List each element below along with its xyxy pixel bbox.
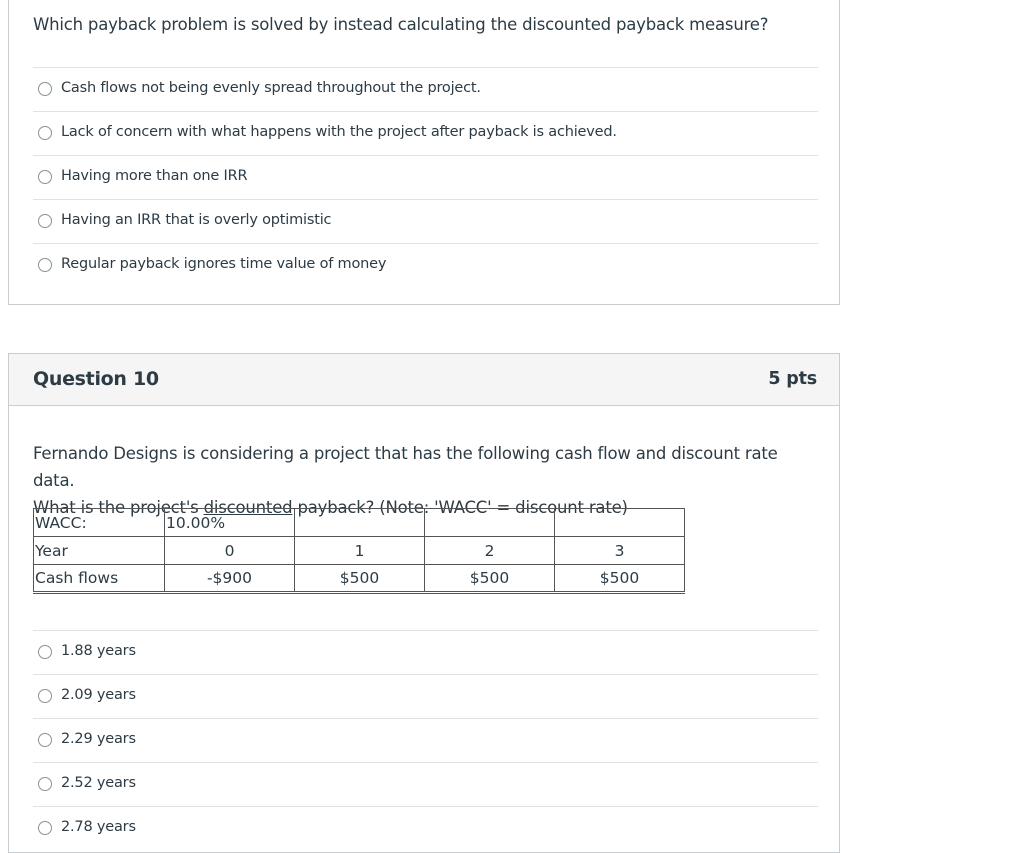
radio-button[interactable]: [38, 645, 52, 659]
answer-option[interactable]: [33, 762, 818, 806]
answer-option[interactable]: [33, 806, 818, 850]
answer-label: Lack of concern with what happens with the project after payback is achieved.: [61, 124, 617, 140]
underlined-word: discounted: [203, 498, 293, 517]
year-cell: 1: [295, 537, 425, 565]
cash-flow-cell: $500: [295, 565, 425, 593]
wacc-value: 10.00%: [165, 509, 295, 537]
question-10-answers: [33, 630, 818, 850]
year-cell: 3: [555, 537, 685, 565]
radio-button[interactable]: [38, 170, 52, 184]
radio-button[interactable]: [38, 126, 52, 140]
year-cell: 0: [165, 537, 295, 565]
radio-button[interactable]: [38, 777, 52, 791]
table-row: [34, 509, 685, 537]
answer-label: 2.78 years: [61, 819, 136, 835]
cash-flow-cell: $500: [555, 565, 685, 593]
cash-flow-cell: -$900: [165, 565, 295, 593]
question-9-answers: [33, 67, 818, 287]
cash-flow-cell: $500: [425, 565, 555, 593]
empty-cell: [425, 509, 555, 537]
radio-button[interactable]: [38, 82, 52, 96]
radio-button[interactable]: [38, 258, 52, 272]
answer-label: Having an IRR that is overly optimistic: [61, 212, 332, 228]
question-title: Question 10: [33, 368, 159, 390]
year-label: Year: [34, 537, 165, 565]
answer-label: Regular payback ignores time value of money: [61, 256, 387, 272]
answer-option[interactable]: [33, 718, 818, 762]
answer-label: 2.29 years: [61, 731, 136, 747]
empty-cell: [555, 509, 685, 537]
question-text-line-1: Fernando Designs is considering a project that has the following cash flow and discount rate data.: [33, 444, 778, 490]
question-text-part: payback? (Note: 'WACC' = discount rate): [292, 498, 628, 517]
answer-option[interactable]: [33, 111, 818, 155]
answer-label: 1.88 years: [61, 643, 136, 659]
radio-button[interactable]: [38, 821, 52, 835]
question-header: [9, 354, 839, 406]
empty-cell: [295, 509, 425, 537]
answer-label: Cash flows not being evenly spread throughout the project.: [61, 80, 481, 96]
question-points: 5 pts: [768, 369, 817, 389]
question-9-card: [8, 0, 840, 305]
table-row: [34, 565, 685, 593]
answer-label: 2.09 years: [61, 687, 136, 703]
radio-button[interactable]: [38, 689, 52, 703]
answer-option[interactable]: [33, 67, 818, 111]
question-9-text: Which payback problem is solved by instead calculating the discounted payback measure?: [33, 15, 769, 34]
answer-option[interactable]: [33, 674, 818, 718]
answer-option[interactable]: [33, 243, 818, 287]
radio-button[interactable]: [38, 214, 52, 228]
answer-label: Having more than one IRR: [61, 168, 248, 184]
radio-button[interactable]: [38, 733, 52, 747]
answer-label: 2.52 years: [61, 775, 136, 791]
question-10-card: [8, 353, 840, 853]
question-text-part: What is the project's: [33, 498, 204, 517]
answer-option[interactable]: [33, 630, 818, 674]
answer-option[interactable]: [33, 155, 818, 199]
answer-option[interactable]: [33, 199, 818, 243]
wacc-label: WACC:: [34, 509, 165, 537]
cash-flow-table: [33, 508, 685, 594]
cash-flows-label: Cash flows: [34, 565, 165, 593]
year-cell: 2: [425, 537, 555, 565]
table-row: [34, 537, 685, 565]
